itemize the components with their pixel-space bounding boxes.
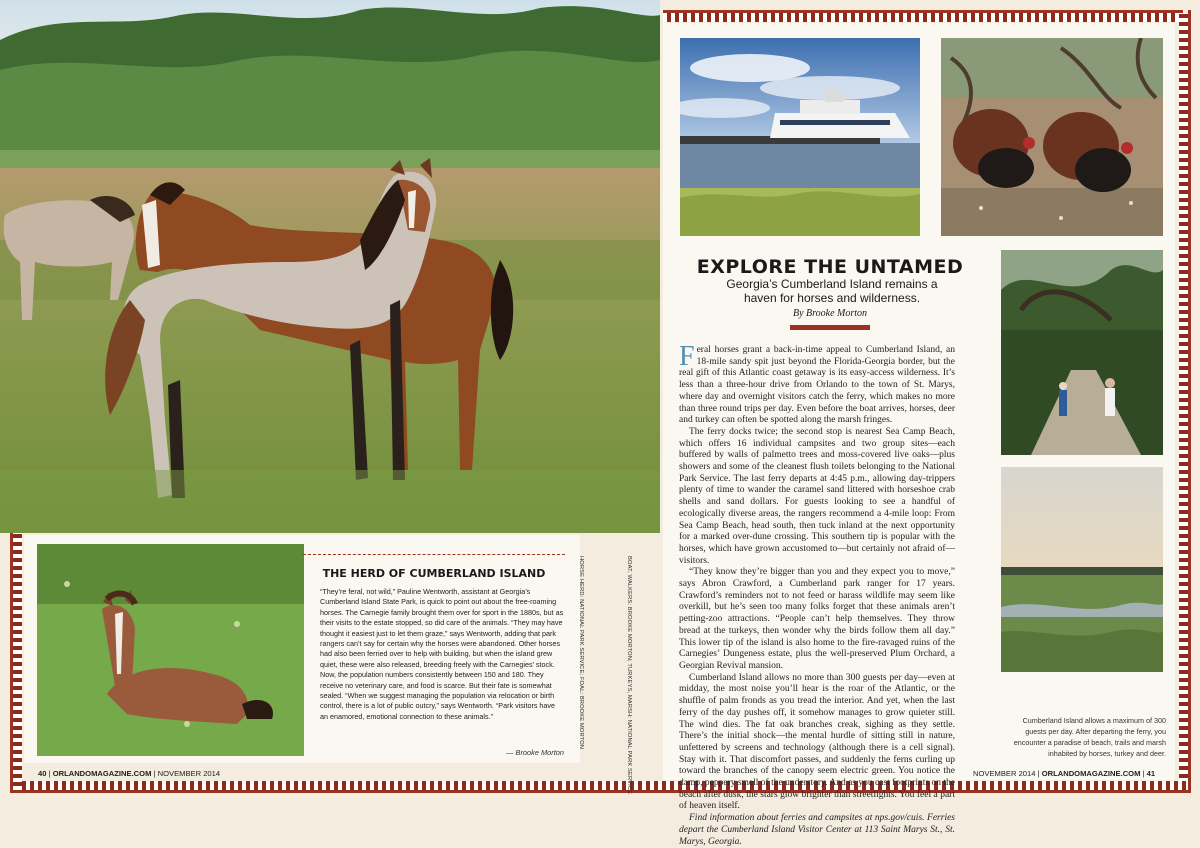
photo-marsh-sunset	[1001, 467, 1163, 672]
photo-foal	[37, 544, 304, 756]
issue-date-right: NOVEMBER 2014	[973, 769, 1036, 778]
site-name-right: ORLANDOMAGAZINE.COM	[1041, 769, 1141, 778]
folio-left: 40 | ORLANDOMAGAZINE.COM | NOVEMBER 2014	[38, 769, 221, 778]
sidebar-title: THE HERD OF CUMBERLAND ISLAND	[322, 567, 546, 580]
body-paragraph: Feral horses grant a back-in-time appeal to Cumberland Island, an 18-mile sandy spit just beyond the Florida-Georgia border, but the real gift of this Atlantic coast getaway is its easy-access wilderness. It’s less than a three-hour drive from Orlando to the town of St. Marys, where day and overnight visitors catch the ferry, which makes no more than three round trips per day. Even before the boat arrives, horses, deer and turkey can often be spotted along the marsh fringes.	[679, 341, 955, 426]
feature-subtitle: Georgia’s Cumberland Island remains a haven for horses and wilderness.	[726, 277, 938, 305]
feature-body	[679, 341, 955, 848]
page-number-right: 41	[1146, 769, 1156, 778]
border-stripe-top-right	[663, 13, 1183, 22]
photo-turkeys	[941, 38, 1163, 236]
page-number-left: 40	[38, 769, 47, 778]
feature-byline: By Brooke Morton	[792, 308, 868, 319]
issue-date-left: NOVEMBER 2014	[157, 769, 221, 778]
body-paragraph: Cumberland Island allows no more than 300 guests per day—even at midday, the most noise you’ll hear is the roar of the Atlantic, or the shuffle of palm fronds as you tread the interior. And yet, when the last ferry of the day pushes off, it somehow manages to grow quieter still. The wind dies. The fat oak branches creak, sighing as they settle. There’s the initial shock—the mental hurdle of sitting still in nature, unfettered by screens and technology (although there is a cell signal). Stay with it. That discomfort passes, and suddenly the ferns curling up toward the branches of the canopy seem electric green. You notice the damp, peppery smell of the understory. And as you cast footprints on the beach after dusk, the stars glow brighter than streetlights. You feel a part of heaven itself.	[679, 672, 955, 812]
border-edge-right	[1188, 10, 1191, 793]
photo-credit-left: HORSE HERD: NATIONAL PARK SERVICE; FOAL: BROOKE MORTON	[578, 556, 584, 750]
sidebar-author: — Brooke Morton	[506, 748, 564, 757]
border-stripe-right	[1179, 13, 1188, 790]
byline-rule	[790, 325, 870, 330]
border-stripe-left	[13, 533, 22, 790]
body-paragraph: “They know they’re bigger than you and they expect you to move,” says Abron Crawford, a Cumberland park ranger for 17 years. Crawford’s reminders not to not feed or harass wildlife may seem like overkill, but he’s seen too many folks forget that these animals aren’t petting-zoo attractions. “People can’t help themselves. They throw bread at the turkeys, then wonder why the birds follow them all day.” This lower tip of the island is also home to the fire-ravaged ruins of the Carnegies’ Dungeness estate, plus the well-preserved Plum Orchard, a Georgian Revival mansion.	[679, 567, 955, 671]
folio-right: NOVEMBER 2014 | ORLANDOMAGAZINE.COM | 41	[973, 769, 1156, 778]
sidebar-rule	[303, 554, 565, 556]
site-name-left: ORLANDOMAGAZINE.COM	[52, 769, 152, 778]
photo-caption: Cumberland Island allows a maximum of 300 guests per day. After departing the ferry, you encounter a paradise of beach, trails and marsh inhabited by horses, turkey and deer.	[1013, 716, 1166, 758]
drop-cap: F	[679, 341, 695, 372]
body-paragraph: The ferry docks twice; the second stop is nearest Sea Camp Beach, which offers 16 individual campsites and two group sites—each buffered by walls of palmetto trees and moss-covered live oaks—plus showers and some of the cleanest flush toilets belonging to the National Park Service. The last ferry departs at 4:45 p.m., allowing day-trippers plenty of time to wander the caramel sand littered with horseshoe crab shells and sand dollars. For guests looking to see a handful of ecologically diverse areas, the rangers recommend a 4-mile loop: From Sea Camp Beach, head south, then tuck inland at the next opportunity for a marked over-dune crossing. This southern tip is popular with the horses, which have grown accustomed to—but certainly not afraid of—visitors.	[679, 426, 955, 566]
photo-walkers-trail	[1001, 250, 1163, 455]
photo-ferry-boat	[680, 38, 920, 236]
border-stripe-bottom	[10, 781, 1188, 790]
border-edge-bottom	[10, 790, 1191, 793]
sidebar-text: “They’re feral, not wild,” Pauline Wentworth, assistant at Georgia’s Cumberland Island State Park, is quick to point out about the free-roaming horses. The Carnegie family brought them over for sport in the 1880s, but as their visits to the estate stopped, so did care of the animals. “They may have thought it easiest just to let them graze,” says Wentworth, adding that park rangers can’t say for certain why the horses were abandoned. Other horses had also been ferried over to help with building, but when the island grew quiet, these were also released, breeding freely with the Carnegies’ stock. Now, the population numbers consistently between 150 and 180. They receive no veterinary care, and food is scarce. But their fate is somewhat sealed. “When we suggest managing the population via relocation or birth control, there is a lot of public outcry,” says Wentworth. “Park visitors have an enamored, emotional connection to these animals.”	[320, 587, 564, 721]
feature-title: EXPLORE THE UNTAMED	[696, 256, 964, 278]
hero-photo-horses	[0, 0, 660, 533]
photo-credit-right: BOAT, WALKERS: BROOKE MORTON; TURKEYS, MARSH: NATIONAL PARK SERVICE	[626, 556, 632, 795]
body-paragraph-info: Find information about ferries and campsites at nps.gov/cuis. Ferries depart the Cumberland Island Visitor Center at 113 Saint Marys St., St. Marys, Georgia.	[679, 813, 955, 847]
